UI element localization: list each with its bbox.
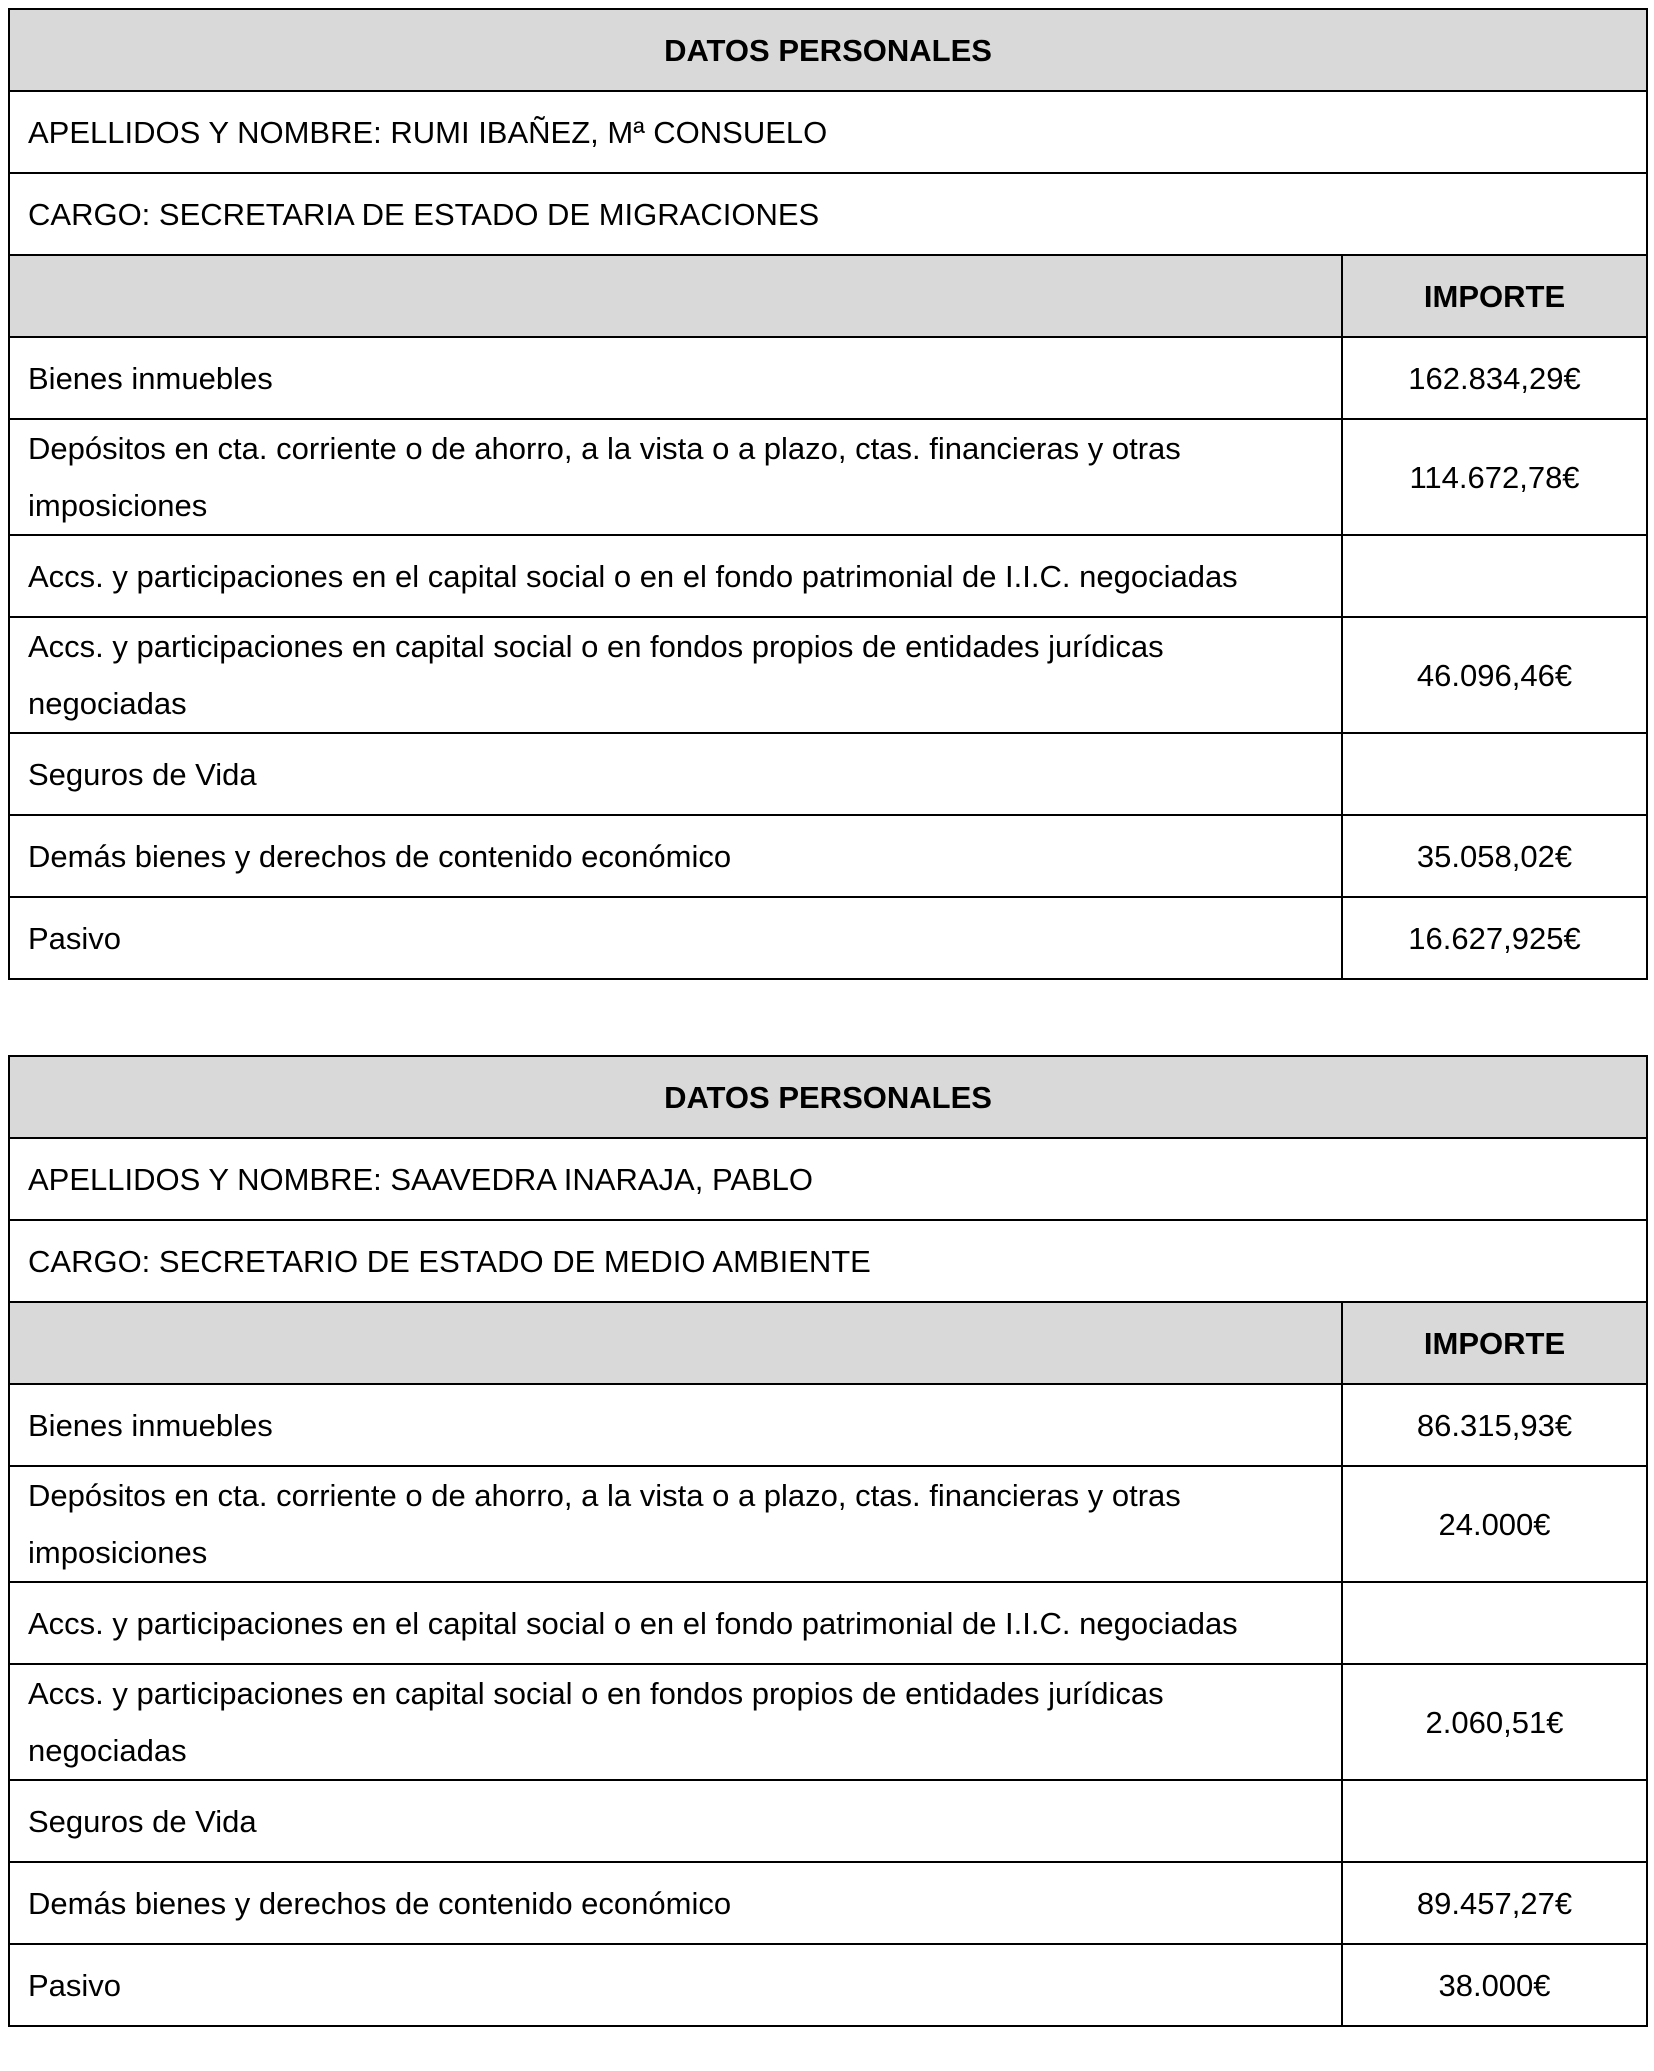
section-title: DATOS PERSONALES xyxy=(9,9,1647,91)
row-amount: 24.000€ xyxy=(1342,1466,1647,1582)
row-label: Accs. y participaciones en capital social o en fondos propios de entidades jurídicas negociadas xyxy=(9,617,1342,733)
row-amount xyxy=(1342,733,1647,815)
name-line: APELLIDOS Y NOMBRE: RUMI IBAÑEZ, Mª CONSUELO xyxy=(9,91,1647,173)
blank-header-cell xyxy=(9,255,1342,337)
row-amount: 162.834,29€ xyxy=(1342,337,1647,419)
column-header-row xyxy=(9,255,1647,337)
table-row xyxy=(9,815,1647,897)
column-header-row xyxy=(9,1302,1647,1384)
row-label: Demás bienes y derechos de contenido económico xyxy=(9,815,1342,897)
row-label: Depósitos en cta. corriente o de ahorro, a la vista o a plazo, ctas. financieras y otras imposiciones xyxy=(9,1466,1342,1582)
table-row xyxy=(9,1944,1647,2026)
amount-header: IMPORTE xyxy=(1342,1302,1647,1384)
cargo-row xyxy=(9,173,1647,255)
row-label: Demás bienes y derechos de contenido económico xyxy=(9,1862,1342,1944)
declaration-table-1 xyxy=(8,8,1648,980)
table-row xyxy=(9,1582,1647,1664)
name-line: APELLIDOS Y NOMBRE: SAAVEDRA INARAJA, PABLO xyxy=(9,1138,1647,1220)
row-amount: 2.060,51€ xyxy=(1342,1664,1647,1780)
table-row xyxy=(9,733,1647,815)
section-header-row xyxy=(9,1056,1647,1138)
table-row xyxy=(9,897,1647,979)
table-row xyxy=(9,1664,1647,1780)
row-label: Accs. y participaciones en capital social o en fondos propios de entidades jurídicas negociadas xyxy=(9,1664,1342,1780)
row-label: Depósitos en cta. corriente o de ahorro, a la vista o a plazo, ctas. financieras y otras imposiciones xyxy=(9,419,1342,535)
cargo-line: CARGO: SECRETARIO DE ESTADO DE MEDIO AMBIENTE xyxy=(9,1220,1647,1302)
row-label: Accs. y participaciones en el capital social o en el fondo patrimonial de I.I.C. negociadas xyxy=(9,1582,1342,1664)
amount-header: IMPORTE xyxy=(1342,255,1647,337)
name-row xyxy=(9,1138,1647,1220)
name-row xyxy=(9,91,1647,173)
table-row xyxy=(9,337,1647,419)
cargo-line: CARGO: SECRETARIA DE ESTADO DE MIGRACIONES xyxy=(9,173,1647,255)
row-label: Bienes inmuebles xyxy=(9,337,1342,419)
table-row xyxy=(9,535,1647,617)
row-amount xyxy=(1342,535,1647,617)
row-label: Seguros de Vida xyxy=(9,733,1342,815)
row-label: Pasivo xyxy=(9,897,1342,979)
row-amount: 86.315,93€ xyxy=(1342,1384,1647,1466)
cargo-row xyxy=(9,1220,1647,1302)
section-header-row xyxy=(9,9,1647,91)
table-row xyxy=(9,617,1647,733)
row-amount: 89.457,27€ xyxy=(1342,1862,1647,1944)
blank-header-cell xyxy=(9,1302,1342,1384)
row-amount xyxy=(1342,1780,1647,1862)
row-amount: 35.058,02€ xyxy=(1342,815,1647,897)
table-row xyxy=(9,1384,1647,1466)
row-amount: 114.672,78€ xyxy=(1342,419,1647,535)
row-label: Seguros de Vida xyxy=(9,1780,1342,1862)
row-amount: 38.000€ xyxy=(1342,1944,1647,2026)
row-label: Accs. y participaciones en el capital social o en el fondo patrimonial de I.I.C. negociadas xyxy=(9,535,1342,617)
section-title: DATOS PERSONALES xyxy=(9,1056,1647,1138)
table-row xyxy=(9,419,1647,535)
table-row xyxy=(9,1780,1647,1862)
declaration-table-2 xyxy=(8,1055,1648,2027)
table-row xyxy=(9,1466,1647,1582)
row-label: Bienes inmuebles xyxy=(9,1384,1342,1466)
row-label: Pasivo xyxy=(9,1944,1342,2026)
row-amount: 16.627,925€ xyxy=(1342,897,1647,979)
row-amount xyxy=(1342,1582,1647,1664)
row-amount: 46.096,46€ xyxy=(1342,617,1647,733)
table-row xyxy=(9,1862,1647,1944)
